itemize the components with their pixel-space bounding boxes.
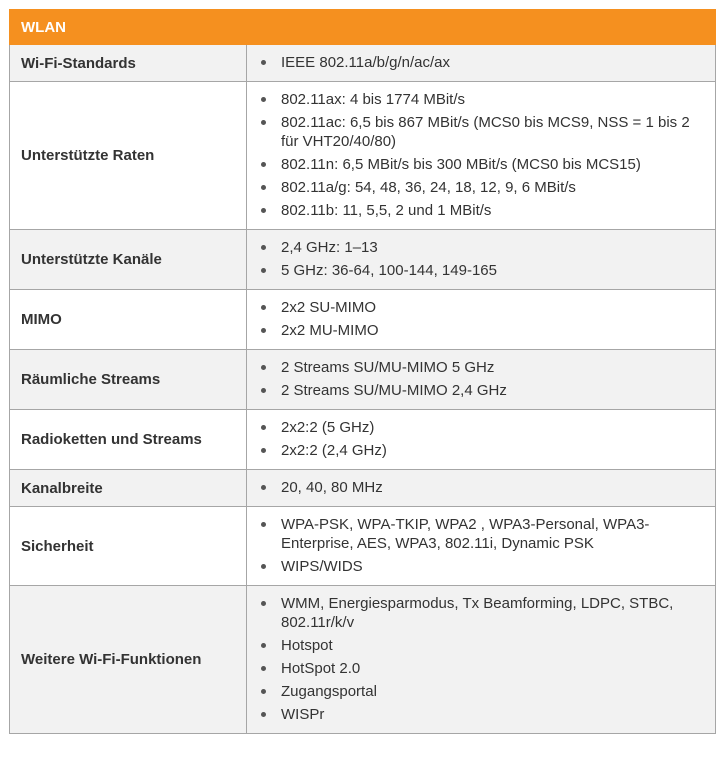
table-row <box>10 82 716 230</box>
value-list <box>259 358 705 400</box>
row-values <box>247 82 716 230</box>
list-item: 2x2:2 (5 GHz) <box>259 418 705 437</box>
row-label: Radioketten und Streams <box>10 410 247 470</box>
list-item: 2x2:2 (2,4 GHz) <box>259 441 705 460</box>
row-values <box>247 350 716 410</box>
list-item: 20, 40, 80 MHz <box>259 478 705 497</box>
list-item: Hotspot <box>259 636 705 655</box>
row-values <box>247 586 716 734</box>
table-header-title: WLAN <box>10 10 716 45</box>
row-label: Räumliche Streams <box>10 350 247 410</box>
list-item: 2 Streams SU/MU-MIMO 2,4 GHz <box>259 381 705 400</box>
list-item: 2,4 GHz: 1–13 <box>259 238 705 257</box>
row-values <box>247 470 716 507</box>
table-row <box>10 290 716 350</box>
row-label: Wi-Fi-Standards <box>10 45 247 82</box>
row-values <box>247 410 716 470</box>
row-label: Unterstützte Kanäle <box>10 230 247 290</box>
wlan-spec-table <box>9 9 716 734</box>
row-label: MIMO <box>10 290 247 350</box>
row-values <box>247 290 716 350</box>
list-item: WISPr <box>259 705 705 724</box>
table-row <box>10 350 716 410</box>
value-list <box>259 90 705 220</box>
list-item: 802.11ac: 6,5 bis 867 MBit/s (MCS0 bis MCS9, NSS = 1 bis 2 für VHT20/40/80) <box>259 113 705 151</box>
list-item: 2x2 SU-MIMO <box>259 298 705 317</box>
value-list <box>259 238 705 280</box>
spec-table-container <box>9 9 715 734</box>
row-label: Sicherheit <box>10 507 247 586</box>
list-item: WIPS/WIDS <box>259 557 705 576</box>
list-item: WMM, Energiesparmodus, Tx Beamforming, LDPC, STBC, 802.11r/k/v <box>259 594 705 632</box>
list-item: 5 GHz: 36-64, 100-144, 149-165 <box>259 261 705 280</box>
value-list <box>259 298 705 340</box>
table-row <box>10 586 716 734</box>
table-row <box>10 45 716 82</box>
value-list <box>259 418 705 460</box>
value-list <box>259 594 705 724</box>
value-list <box>259 478 705 497</box>
list-item: 802.11b: 11, 5,5, 2 und 1 MBit/s <box>259 201 705 220</box>
list-item: 802.11a/g: 54, 48, 36, 24, 18, 12, 9, 6 MBit/s <box>259 178 705 197</box>
table-row <box>10 470 716 507</box>
row-label: Unterstützte Raten <box>10 82 247 230</box>
value-list <box>259 53 705 72</box>
row-values <box>247 230 716 290</box>
list-item: Zugangsportal <box>259 682 705 701</box>
list-item: 802.11ax: 4 bis 1774 MBit/s <box>259 90 705 109</box>
table-row <box>10 230 716 290</box>
list-item: IEEE 802.11a/b/g/n/ac/ax <box>259 53 705 72</box>
list-item: 802.11n: 6,5 MBit/s bis 300 MBit/s (MCS0 bis MCS15) <box>259 155 705 174</box>
list-item: 2x2 MU-MIMO <box>259 321 705 340</box>
row-label: Weitere Wi-Fi-Funktionen <box>10 586 247 734</box>
list-item: WPA-PSK, WPA-TKIP, WPA2 , WPA3-Personal, WPA3-Enterprise, AES, WPA3, 802.11i, Dynamic PSK <box>259 515 705 553</box>
row-label: Kanalbreite <box>10 470 247 507</box>
table-body <box>10 45 716 734</box>
list-item: 2 Streams SU/MU-MIMO 5 GHz <box>259 358 705 377</box>
value-list <box>259 515 705 576</box>
table-header-row <box>10 10 716 45</box>
table-row <box>10 410 716 470</box>
list-item: HotSpot 2.0 <box>259 659 705 678</box>
table-row <box>10 507 716 586</box>
row-values <box>247 45 716 82</box>
row-values <box>247 507 716 586</box>
